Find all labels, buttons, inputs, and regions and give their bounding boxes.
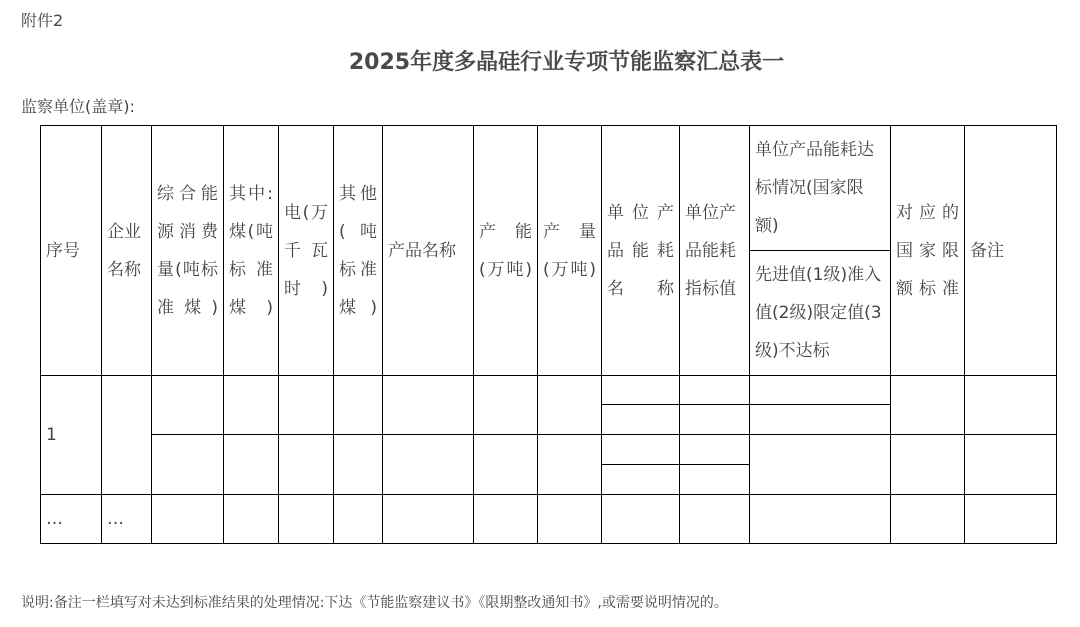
header-seq: 序号	[41, 126, 102, 376]
table-cell	[602, 465, 680, 495]
header-other: 其他(吨标准煤)	[334, 126, 383, 376]
header-product-name: 产品名称	[383, 126, 474, 376]
footnote: 说明:备注一栏填写对未达到标准结果的处理情况:下达《节能监察建议书》《限期整改通知书》,或需要说明情况的。	[21, 595, 728, 611]
header-capacity: 产能(万吨)	[474, 126, 538, 376]
table-cell	[383, 376, 474, 435]
table-cell	[334, 435, 383, 495]
row-1-company	[102, 376, 152, 495]
table-cell	[474, 495, 538, 544]
table-cell	[602, 435, 680, 465]
table-cell	[750, 435, 891, 495]
table-cell	[152, 376, 224, 435]
header-compliance: 单位产品能耗达标情况(国家限额)	[750, 126, 891, 251]
table-row	[41, 435, 1057, 465]
table-cell	[279, 376, 334, 435]
table-cell	[334, 376, 383, 435]
table-cell	[474, 376, 538, 435]
table-cell	[152, 495, 224, 544]
row-2-seq: …	[41, 495, 102, 544]
header-electricity: 电(万千瓦时)	[279, 126, 334, 376]
header-remarks: 备注	[965, 126, 1057, 376]
table-cell	[680, 495, 750, 544]
table-cell	[383, 495, 474, 544]
table-cell	[279, 435, 334, 495]
header-row	[41, 126, 1057, 251]
table-cell	[602, 495, 680, 544]
table-cell	[891, 376, 965, 435]
table-cell	[279, 495, 334, 544]
header-compliance-levels: 先进值(1级)准入值(2级)限定值(3级)不达标	[750, 251, 891, 376]
table-cell	[965, 435, 1057, 495]
header-total-energy: 综合能源消费量(吨标准煤)	[152, 126, 224, 376]
row-1-seq: 1	[41, 376, 102, 495]
table-cell	[152, 435, 224, 495]
table-cell	[965, 376, 1057, 435]
table-cell	[750, 376, 891, 405]
table-row	[41, 376, 1057, 405]
table-cell	[891, 435, 965, 495]
row-2-company: …	[102, 495, 152, 544]
header-company: 企业名称	[102, 126, 152, 376]
summary-table	[40, 125, 1057, 544]
page-title: 2025年度多晶硅行业专项节能监察汇总表一	[348, 50, 785, 75]
table-cell	[602, 376, 680, 405]
header-unit-energy-value: 单位产品能耗指标值	[680, 126, 750, 376]
table-cell	[750, 405, 891, 435]
table-cell	[224, 376, 279, 435]
header-coal: 其中:煤(吨标准煤)	[224, 126, 279, 376]
table-cell	[891, 495, 965, 544]
table-cell	[680, 465, 750, 495]
table-row	[41, 495, 1057, 544]
table-cell	[680, 405, 750, 435]
table-cell	[538, 495, 602, 544]
table-cell	[538, 435, 602, 495]
table-cell	[680, 435, 750, 465]
header-unit-energy-name: 单位产品能耗名称	[602, 126, 680, 376]
table-cell	[538, 376, 602, 435]
table-cell	[750, 495, 891, 544]
table-cell	[965, 495, 1057, 544]
table-cell	[224, 435, 279, 495]
table-cell	[334, 495, 383, 544]
header-output: 产量(万吨)	[538, 126, 602, 376]
attachment-label: 附件2	[21, 11, 64, 30]
table-cell	[602, 405, 680, 435]
inspection-unit-label: 监察单位(盖章):	[21, 97, 135, 116]
table-cell	[680, 376, 750, 405]
table-cell	[224, 495, 279, 544]
table-cell	[474, 435, 538, 495]
header-national-standard: 对应的国家限额标准	[891, 126, 965, 376]
table-cell	[383, 435, 474, 495]
